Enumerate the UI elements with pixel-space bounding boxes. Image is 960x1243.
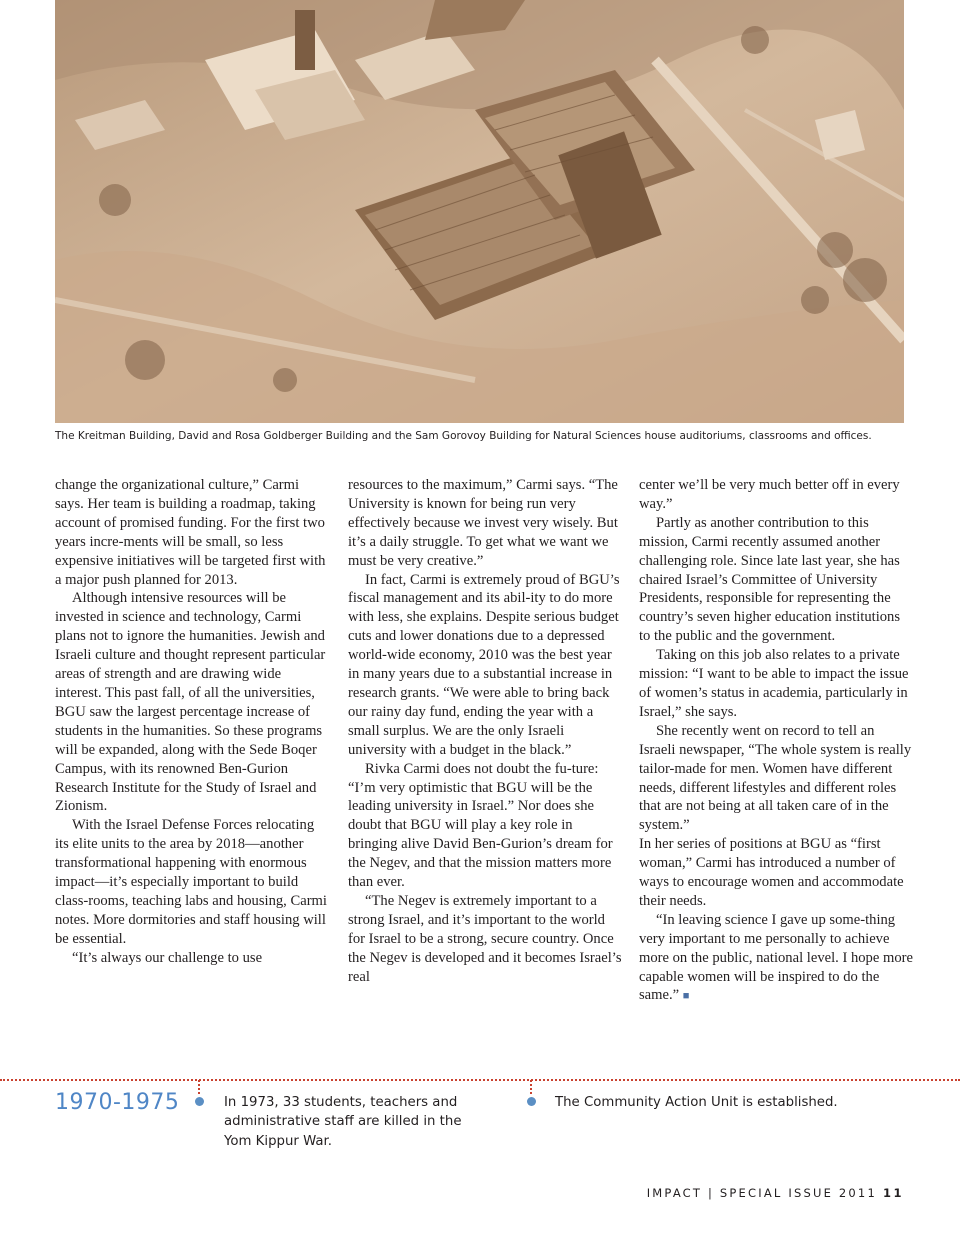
timeline-event: In 1973, 33 students, teachers and administrative staff are killed in the Yom Kippur War. xyxy=(224,1095,462,1149)
paragraph: In fact, Carmi is extremely proud of BGU’s fiscal management and its abil-ity to do more with less, she explains. Despite serious budget cuts and lower donations due to a depressed world-wide economy, 2010 was the best year in many years due to a substantial increase in research grants. “We were able to bring back our rainy day fund, ending the year with a small surplus. We are the only Israeli university with a budget in the black.” xyxy=(348,571,620,758)
paragraph: Although intensive resources will be invested in science and technology, Carmi plans not to ignore the humanities. Jewish and Israeli culture and thought represent particular areas of strength and are drawing wide interest. This past fall, of all the universities, BGU saw the largest percentage increase of students in the humanities. So these programs will be expanded, along with the Sede Boqer Campus, with its renowned Ben-Gurion Research Institute for the Study of Israel and Zionism. xyxy=(55,590,326,815)
end-mark-icon: ■ xyxy=(682,990,690,1003)
paragraph: “The Negev is extremely important to a strong Israel, and it’s important to the world for Israel to be a strong, secure country. Once the Negev is developed and it becomes Israel’s real xyxy=(348,892,622,985)
timeline-bullet-icon xyxy=(195,1097,204,1106)
aerial-photo-illustration xyxy=(55,0,904,423)
paragraph: “It’s always our challenge to use xyxy=(72,949,263,966)
timeline-tick xyxy=(198,1080,200,1094)
paragraph: center we’ll be very much better off in every way.” xyxy=(639,477,900,512)
paragraph: Rivka Carmi does not doubt the fu-ture: “I’m very optimistic that BGU will be the leading university in Israel.” Nor does she doubt that BGU will play a key role in bringing alive David Ben-Gurion’s dream for the Negev, and that the mission matters more than ever. xyxy=(348,760,613,891)
aerial-photo xyxy=(55,0,904,423)
paragraph: In her series of positions at BGU as “first woman,” Carmi has introduced a number of ways to encourage women and accommodate their needs. xyxy=(639,836,904,909)
paragraph: resources to the maximum,” Carmi says. “The University is known for being run very effectively because we invest very wisely. But it’s a daily struggle. To get what we want we must be very creative.” xyxy=(348,477,618,569)
publication-name: IMPACT | SPECIAL ISSUE 2011 xyxy=(646,1186,877,1200)
article-column-2 xyxy=(348,476,623,986)
paragraph: Partly as another contribution to this mission, Carmi recently assumed another challenging role. Since late last year, she has chaired Israel’s Committee of University Presidents, responsible for representing the country’s seven higher education institutions to the public and the government. xyxy=(639,514,901,645)
paragraph: change the organizational culture,” Carmi says. Her team is building a roadmap, taking account of promised funding. For the first two years incre-ments will be small, so less expensive initiatives will be targeted first with a major push planned for 2013. xyxy=(55,477,326,588)
paragraph-last xyxy=(639,911,914,1007)
paragraph-text: “In leaving science I gave up some-thing very important to me personally to achieve more on the public, national level. I hope more capable women will be inspired to do the same.” xyxy=(639,911,913,1004)
timeline-rule xyxy=(0,1079,960,1081)
paragraph: She recently went on record to tell an Israeli newspaper, “The whole system is really tailor-made for men. Women have different needs, different lifestyles and different roles that are not being at all taken care of in the system.” xyxy=(639,722,912,834)
page-footer xyxy=(647,1186,904,1200)
article-column-1 xyxy=(55,476,330,968)
timeline-event: The Community Action Unit is established. xyxy=(555,1095,838,1110)
page-number: 11 xyxy=(882,1186,904,1200)
timeline-tick xyxy=(530,1080,532,1094)
article-column-3 xyxy=(639,476,914,1006)
photo-caption: The Kreitman Building, David and Rosa Goldberger Building and the Sam Gorovoy Building for Natural Sciences house auditoriums, classrooms and offices. xyxy=(55,430,872,442)
timeline-bullet-icon xyxy=(527,1097,536,1106)
paragraph: With the Israel Defense Forces relocating its elite units to the area by 2018—another transformational happening with enormous impact—it’s especially important to build class-rooms, teaching labs and housing, Carmi notes. More dormitories and staff housing will be essential. xyxy=(55,817,327,947)
timeline-years: 1970-1975 xyxy=(55,1090,180,1115)
paragraph: Taking on this job also relates to a private mission: “I want to be able to impact the issue of women’s status in academia, particularly in Israel,” she says. xyxy=(639,647,909,720)
